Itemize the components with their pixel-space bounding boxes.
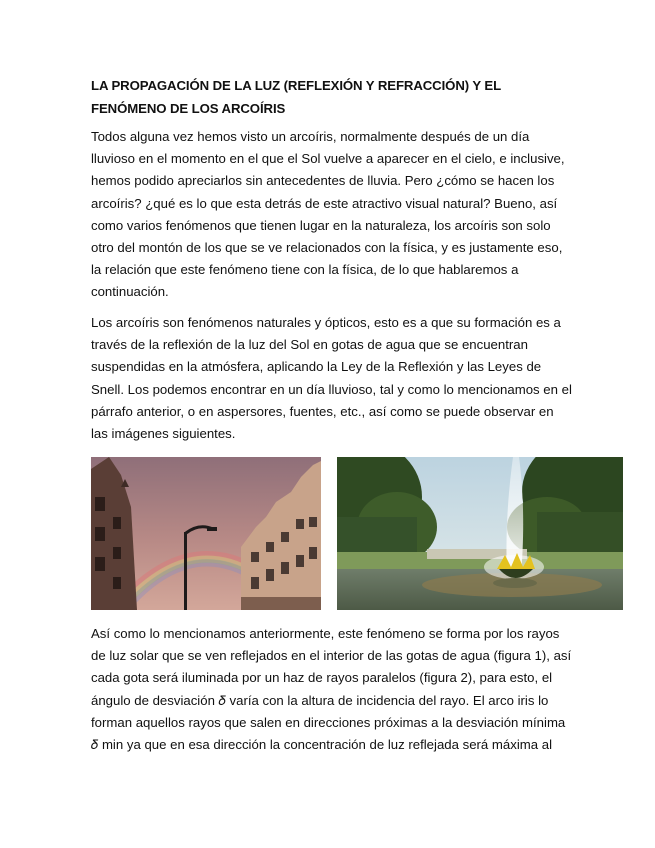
city-rainbow-illustration xyxy=(91,457,321,610)
photo-city-rainbow xyxy=(91,457,321,610)
title-line-1: LA PROPAGACIÓN DE LA LUZ (REFLEXIÓN Y REFRACCIÓN) Y EL xyxy=(91,78,502,93)
paragraph-formation: Los arcoíris son fenómenos naturales y ópticos, esto es a que su formación es a través de la reflexión de la luz del Sol en gotas de agua que se encuentran suspendidas en la atmósfera, aplicando la Ley de la Reflexión y las Leyes de Snell. Los podemos encontrar en un día lluvioso, tal y como lo mencionamos en el párrafo anterior, o en aspersores, fuentes, etc., así como se puede observar en las imágenes siguientes. xyxy=(91,315,572,442)
fountain-illustration xyxy=(337,457,623,610)
document-title xyxy=(91,74,571,120)
paragraph-explanation: Así como lo mencionamos anteriormente, este fenómeno se forma por los rayos de luz solar que se ven reflejados en el interior de las gotas de agua (figura 1), así cada gota será iluminada por un haz de rayos paralelos (figura 2), para esto, el ángulo de desviación 𝛿 varía con la altura de incidencia del rayo. El arco iris lo forman aquellos rayos que salen en direcciones próximas a la desviación mínima 𝛿 min ya que en esa dirección la concentración de luz reflejada será máxima al xyxy=(91,626,572,753)
paragraph-intro: Todos alguna vez hemos visto un arcoíris, normalmente después de un día lluvioso en el momento en el que el Sol vuelve a aparecer en el cielo, e inclusive, hemos podido apreciarlos sin antecedentes de lluvia. Pero ¿cómo se hacen los arcoíris? ¿qué es lo que esta detrás de este atractivo visual natural? Bueno, así como varios fenómenos que tienen lugar en la naturaleza, los arcoíris son solo otro del montón de los que se ve relacionados con la física, y es justamente eso, la relación que este fenómeno tiene con la física, de lo que hablaremos a continuación. xyxy=(91,129,565,300)
photo-fountain xyxy=(337,457,623,610)
title-line-2: FENÓMENO DE LOS ARCOÍRIS xyxy=(91,101,286,116)
